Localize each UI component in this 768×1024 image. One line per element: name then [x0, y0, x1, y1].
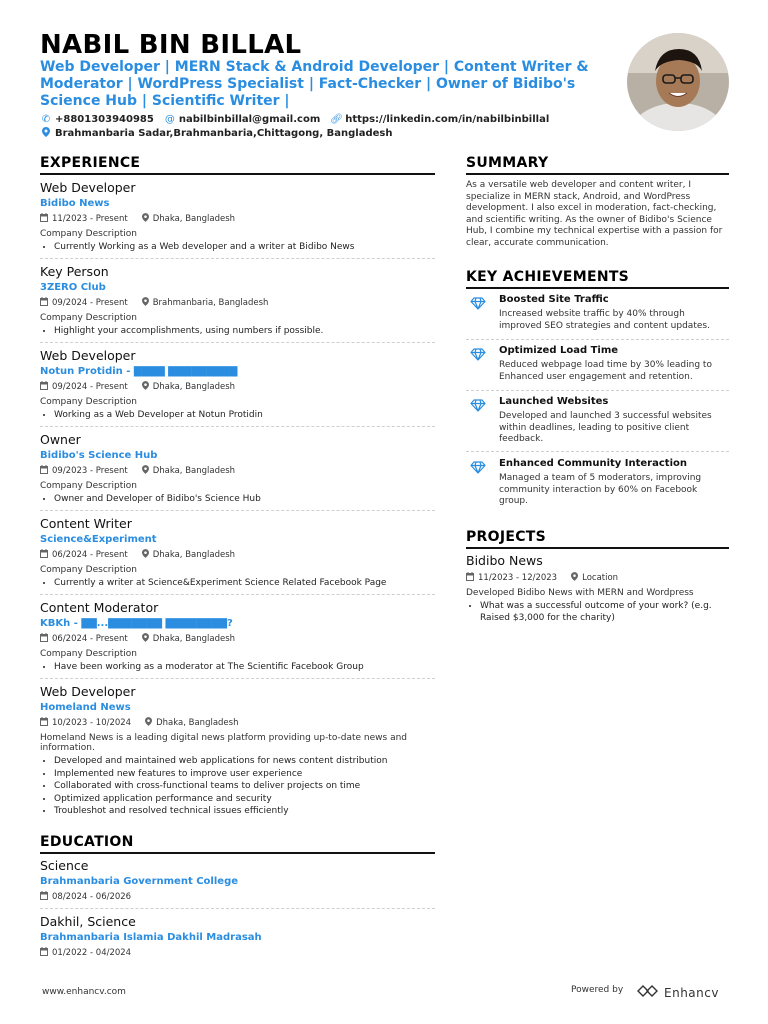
location-pin-icon — [40, 127, 52, 140]
job-title: Content Writer — [40, 516, 132, 531]
experience-bullet: • Implemented new features to improve user experience — [54, 769, 435, 781]
calendar-icon — [40, 213, 48, 225]
job-dates: 09/2024 - Present — [52, 298, 128, 308]
diamond-icon — [470, 397, 486, 416]
achievement-description: Increased website traffic by 40% through improved SEO strategies and content updates. — [499, 309, 710, 331]
job-title: Web Developer — [40, 348, 136, 363]
entry-divider — [466, 339, 729, 340]
projects-rule — [466, 547, 729, 549]
entry-divider — [40, 258, 435, 259]
company-description: Company Description — [40, 565, 137, 575]
job-dates: 10/2023 - 10/2024 — [52, 718, 132, 728]
experience-bullet: • Working as a Web Developer at Notun Protidin — [54, 410, 435, 422]
achievement-item — [466, 396, 729, 446]
achievement-title: Enhanced Community Interaction — [499, 458, 687, 469]
entry-divider — [466, 390, 729, 391]
entry-divider — [40, 342, 435, 343]
experience-entry — [40, 516, 435, 591]
experience-bullet: • Troubleshot and resolved technical issues efficiently — [54, 806, 435, 818]
job-location: Dhaka, Bangladesh — [152, 382, 236, 392]
experience-heading: EXPERIENCE — [40, 155, 141, 171]
achievement-item — [466, 294, 729, 332]
company-name[interactable]: 3ZERO Club — [40, 282, 106, 293]
achievement-description: Reduced webpage load time by 30% leading to Enhanced user engagement and retention. — [499, 360, 712, 382]
location-pin-icon — [142, 465, 149, 477]
achievement-title: Optimized Load Time — [499, 345, 619, 356]
company-description: Company Description — [40, 481, 137, 491]
experience-entry — [40, 432, 435, 507]
contact-row — [40, 114, 549, 125]
location-pin-icon — [145, 717, 152, 729]
job-location: Dhaka, Bangladesh — [152, 466, 236, 476]
diamond-icon — [470, 346, 486, 365]
at-icon: @ — [164, 114, 175, 125]
summary-heading: SUMMARY — [466, 155, 549, 171]
job-dates: 06/2024 - Present — [52, 550, 128, 560]
degree: Dakhil, Science — [40, 914, 136, 929]
location-pin-icon — [142, 381, 149, 393]
location-pin-icon — [142, 633, 149, 645]
experience-entry — [40, 264, 435, 339]
footer-site[interactable]: www.enhancv.com — [42, 987, 126, 997]
company-description: Company Description — [40, 313, 137, 323]
email-link[interactable]: nabilbinbillal@gmail.com — [178, 114, 321, 125]
job-dates: 11/2023 - Present — [52, 214, 128, 224]
link-icon: 🔗︎ — [330, 114, 343, 125]
project-description: Developed Bidibo News with MERN and Wordpress — [466, 588, 694, 598]
location-pin-icon — [142, 549, 149, 561]
project-bullet: • What was a successful outcome of your work? (e.g. Raised $3,000 for the charity) — [480, 601, 729, 624]
job-location: Dhaka, Bangladesh — [152, 634, 236, 644]
company-description: Company Description — [40, 229, 137, 239]
candidate-name: NABIL BIN BILLAL — [40, 30, 302, 60]
experience-entry — [40, 180, 435, 255]
experience-bullet: • Currently a writer at Science&Experiment Science Related Facebook Page — [54, 578, 435, 590]
project-location: Location — [582, 573, 619, 583]
company-description: Company Description — [40, 397, 137, 407]
entry-divider — [40, 426, 435, 427]
job-location: Brahmanbaria, Bangladesh — [152, 298, 269, 308]
entry-divider — [40, 908, 435, 909]
enhancv-logo-icon — [636, 983, 662, 1002]
company-name[interactable]: KBKh - ▇▇...▇▇▇▇▇▇▇ ▇▇▇▇▇▇▇▇? — [40, 618, 233, 629]
summary-text: As a versatile web developer and content writer, I specialize in MERN stack, Android, and WordPress development. I also excel in moderation, fact-checking, and scientific writing. As the owner of Bidibo's Science Hub, I combine my technical expertise with a passion for clear, accurate communication. — [466, 180, 723, 248]
footer-powered: Powered by — [571, 985, 624, 995]
calendar-icon — [466, 572, 474, 584]
project-title: Bidibo News — [466, 553, 543, 568]
education-entry — [40, 858, 435, 903]
enhancv-brand[interactable] — [636, 983, 719, 1002]
address-row — [40, 127, 392, 140]
diamond-icon — [470, 295, 486, 314]
location-pin-icon — [142, 213, 149, 225]
project-entry — [466, 553, 729, 625]
experience-bullet: • Collaborated with cross-functional teams to deliver projects on time — [54, 781, 435, 793]
enhancv-brand-name: Enhancv — [664, 985, 719, 1000]
linkedin-link[interactable]: https://linkedin.com/in/nabilbinbillal — [345, 114, 550, 125]
achievements-rule — [466, 287, 729, 289]
entry-divider — [40, 510, 435, 511]
location-pin-icon — [571, 572, 578, 584]
calendar-icon — [40, 549, 48, 561]
calendar-icon — [40, 381, 48, 393]
experience-bullet: • Highlight your accomplishments, using numbers if possible. — [54, 326, 435, 338]
company-name[interactable]: Science&Experiment — [40, 534, 157, 545]
company-name[interactable]: Homeland News — [40, 702, 131, 713]
experience-bullet: • Optimized application performance and security — [54, 794, 435, 806]
company-name[interactable]: Notun Protidin - ▇▇▇▇ ▇▇▇▇▇▇▇▇▇ — [40, 366, 238, 377]
diamond-icon — [470, 459, 486, 478]
job-dates: 09/2023 - Present — [52, 466, 128, 476]
job-title: Web Developer — [40, 684, 136, 699]
company-name[interactable]: Bidibo's Science Hub — [40, 450, 158, 461]
achievement-title: Launched Websites — [499, 396, 609, 407]
calendar-icon — [40, 297, 48, 309]
headline: Web Developer | MERN Stack & Android Developer | Content Writer & Moderator | WordPress Specialist | Fact-Checker | Owner of Bidibo's Science Hub | Scientific Writer | — [40, 59, 589, 109]
address: Brahmanbaria Sadar,Brahmanbaria,Chittagong, Bangladesh — [55, 128, 393, 139]
location-pin-icon — [142, 297, 149, 309]
entry-divider — [40, 594, 435, 595]
calendar-icon — [40, 633, 48, 645]
calendar-icon — [40, 465, 48, 477]
education-dates: 08/2024 - 06/2026 — [52, 892, 132, 902]
job-location: Dhaka, Bangladesh — [156, 718, 239, 728]
calendar-icon — [40, 891, 48, 903]
calendar-icon — [40, 717, 48, 729]
entry-divider — [466, 451, 729, 452]
company-description: Homeland News is a leading digital news platform providing up-to-date news and information. — [40, 733, 408, 753]
achievement-description: Developed and launched 3 successful websites within deadlines, leading to positive client feedback. — [499, 411, 712, 444]
experience-entry — [40, 684, 435, 819]
project-dates: 11/2023 - 12/2023 — [478, 573, 558, 583]
job-title: Owner — [40, 432, 81, 447]
education-rule — [40, 852, 435, 854]
job-title: Key Person — [40, 264, 109, 279]
job-title: Web Developer — [40, 180, 136, 195]
profile-photo — [627, 33, 729, 131]
achievement-description: Managed a team of 5 moderators, improving community interaction by 60% on Facebook group. — [499, 473, 702, 506]
phone-icon: ✆ — [41, 114, 51, 125]
company-description: Company Description — [40, 649, 137, 659]
phone-number[interactable]: +8801303940985 — [55, 114, 154, 125]
achievement-item — [466, 458, 729, 508]
experience-rule — [40, 173, 435, 175]
projects-heading: PROJECTS — [466, 529, 547, 545]
job-location: Dhaka, Bangladesh — [152, 214, 236, 224]
job-dates: 06/2024 - Present — [52, 634, 128, 644]
school-name[interactable]: Brahmanbaria Government College — [40, 876, 239, 887]
degree: Science — [40, 858, 89, 873]
experience-bullet: • Owner and Developer of Bidibo's Science Hub — [54, 494, 435, 506]
education-heading: EDUCATION — [40, 834, 134, 850]
experience-entry — [40, 600, 435, 675]
calendar-icon — [40, 947, 48, 959]
education-entry — [40, 914, 435, 959]
school-name[interactable]: Brahmanbaria Islamia Dakhil Madrasah — [40, 932, 262, 943]
job-location: Dhaka, Bangladesh — [152, 550, 236, 560]
job-title: Content Moderator — [40, 600, 159, 615]
experience-bullet: • Currently Working as a Web developer and a writer at Bidibo News — [54, 242, 435, 254]
entry-divider — [40, 678, 435, 679]
company-name[interactable]: Bidibo News — [40, 198, 110, 209]
achievement-title: Boosted Site Traffic — [499, 294, 609, 305]
experience-entry — [40, 348, 435, 423]
experience-bullet: • Have been working as a moderator at The Scientific Facebook Group — [54, 662, 435, 674]
achievements-heading: KEY ACHIEVEMENTS — [466, 269, 630, 285]
experience-bullet: • Developed and maintained web applications for news content distribution — [54, 756, 435, 768]
achievement-item — [466, 345, 729, 383]
summary-rule — [466, 173, 729, 175]
job-dates: 09/2024 - Present — [52, 382, 128, 392]
education-dates: 01/2022 - 04/2024 — [52, 948, 132, 958]
